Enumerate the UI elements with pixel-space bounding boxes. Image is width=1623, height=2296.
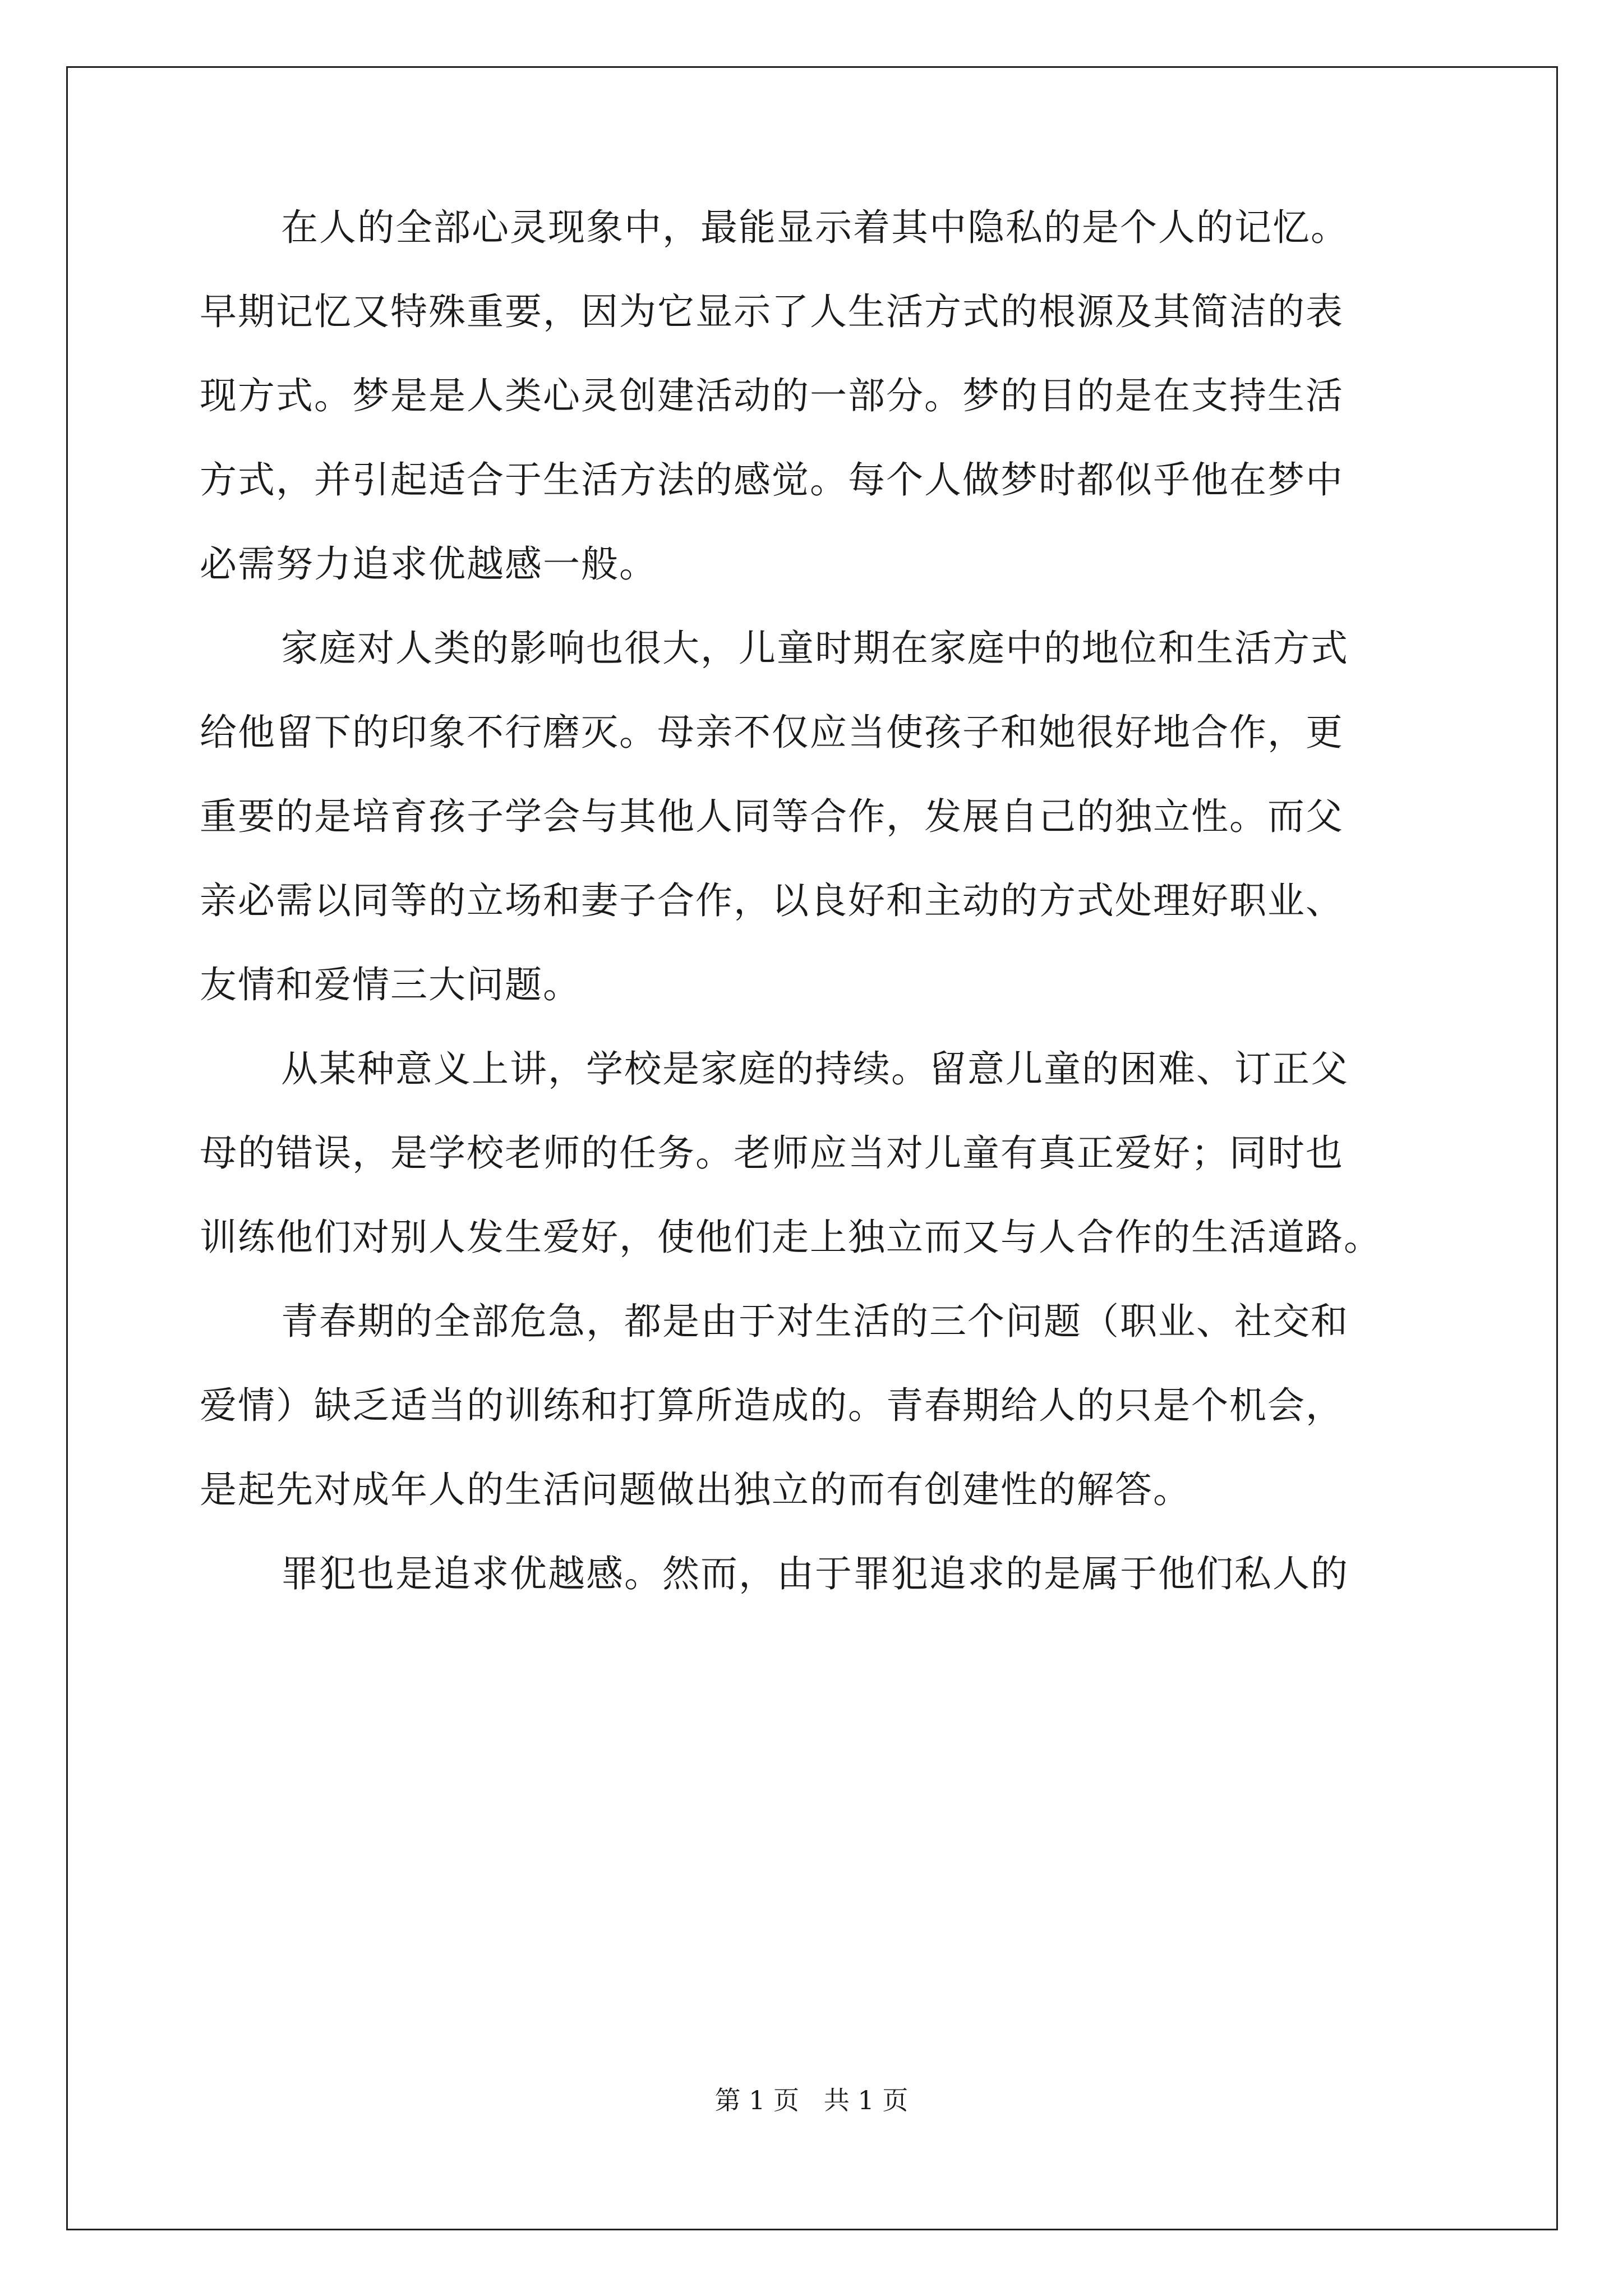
paragraph-2-line-5: 友情和爱情三大问题。 bbox=[200, 963, 581, 1006]
page-number-footer: 第 1 页 共 1 页 bbox=[714, 2085, 909, 2115]
paragraph-2-line-4: 亲必需以同等的立场和妻子合作，以良好和主动的方式处理好职业、 bbox=[200, 879, 1344, 922]
paragraph-4-line-2: 爱情）缺乏适当的训练和打算所造成的。青春期给人的只是个机会， bbox=[200, 1384, 1344, 1427]
paragraph-1-line-3: 现方式。梦是是人类心灵创建活动的一部分。梦的目的是在支持生活 bbox=[200, 374, 1344, 417]
paragraph-1-line-2: 早期记忆又特殊重要，因为它显示了人生活方式的根源及其简洁的表 bbox=[200, 290, 1344, 333]
paragraph-1-line-1: 在人的全部心灵现象中，最能显示着其中隐私的是个人的记忆。 bbox=[281, 206, 1349, 249]
paragraph-3-line-1: 从某种意义上讲，学校是家庭的持续。留意儿童的困难、订正父 bbox=[281, 1047, 1349, 1091]
paragraph-5-line-1: 罪犯也是追求优越感。然而，由于罪犯追求的是属于他们私人的 bbox=[281, 1552, 1349, 1595]
paragraph-2-line-2: 给他留下的印象不行磨灭。母亲不仅应当使孩子和她很好地合作，更 bbox=[200, 711, 1344, 754]
paragraph-4-line-3: 是起先对成年人的生活问题做出独立的而有创建性的解答。 bbox=[200, 1468, 1191, 1511]
paragraph-1-line-4: 方式，并引起适合于生活方法的感觉。每个人做梦时都似乎他在梦中 bbox=[200, 458, 1344, 501]
paragraph-1-line-5: 必需努力追求优越感一般。 bbox=[200, 542, 657, 586]
paragraph-4-line-1: 青春期的全部危急，都是由于对生活的三个问题（职业、社交和 bbox=[281, 1300, 1349, 1343]
paragraph-2-line-3: 重要的是培育孩子学会与其他人同等合作，发展自己的独立性。而父 bbox=[200, 795, 1344, 838]
paragraph-2-line-1: 家庭对人类的影响也很大，儿童时期在家庭中的地位和生活方式 bbox=[281, 627, 1349, 670]
paragraph-3-line-3: 训练他们对别人发生爱好，使他们走上独立而又与人合作的生活道路。 bbox=[200, 1216, 1382, 1259]
paragraph-3-line-2: 母的错误，是学校老师的任务。老师应当对儿童有真正爱好；同时也 bbox=[200, 1131, 1344, 1175]
